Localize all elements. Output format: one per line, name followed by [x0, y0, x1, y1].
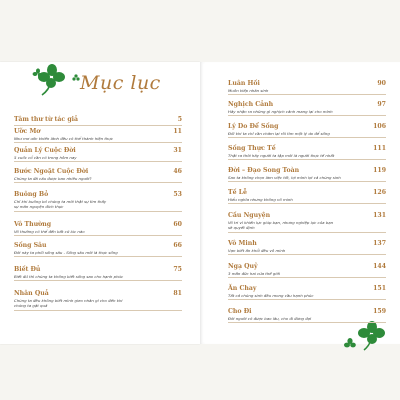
toc-entry-title: Sống Sâu [14, 242, 47, 249]
toc-divider [14, 142, 182, 143]
toc-entry-page: 90 [377, 80, 386, 87]
toc-divider [14, 256, 182, 257]
toc-entry-page: 31 [173, 147, 182, 154]
toc-entry-description: Như mơ ước khiến lãnh đều có thể thành hiện thực [14, 136, 113, 141]
toc-entry-title: Nhân Quả [14, 290, 49, 297]
toc-entry-description: Đời người có được bao lâu, cho đi đừng đợi [228, 316, 312, 321]
toc-entry-description: Chúng ta đã cảu được bao nhiêu người? [14, 176, 92, 181]
toc-entry-title: Lý Do Để Sống [228, 123, 279, 130]
toc-entry-description: Hiểu nghĩa nhưng không vô minh [228, 197, 293, 202]
toc-divider [14, 211, 182, 212]
toc-entry-title: Bước Ngoặt Cuộc Đời [14, 168, 89, 175]
toc-entry-title: Cầu Nguyện [228, 212, 271, 219]
toc-entry-description: chúng ta gặt quả [14, 303, 48, 309]
toc-entry-title: Sống Thực Tế [228, 145, 276, 152]
toc-divider [228, 137, 386, 138]
toc-entry-title: Luân Hồi [228, 80, 260, 87]
toc-entry-title: Tề Lễ [228, 189, 247, 196]
toc-entry-title: Buông Bỏ [14, 191, 49, 198]
toc-entry-description: Biết đủ thì chúng ta không biết sống sao cho hạnh phúc [14, 274, 124, 279]
toc-divider [228, 94, 386, 95]
toc-divider [228, 322, 386, 323]
toc-entry-description: Thật ra thời hãy người ta tập mới là người thực tế nhất [228, 153, 335, 158]
toc-entry-page: 5 [177, 116, 182, 123]
toc-entry-title: Biết Đủ [14, 266, 41, 273]
toc-entry-page: 119 [373, 167, 386, 174]
toc-entry-title: Cho Đi [228, 308, 252, 315]
toc-entry-page: 11 [173, 128, 182, 135]
toc-divider [14, 125, 182, 126]
toc-entry-page: 137 [373, 240, 386, 247]
toc-divider [228, 299, 386, 300]
toc-entry-page: 46 [173, 168, 182, 175]
toc-entry-title: Tâm thư từ tác giả [14, 116, 79, 123]
toc-entry-description: Đối khi ta chỉ cần chăm lại rồi tìm một lý do để sống [228, 131, 330, 136]
toc-divider [228, 203, 386, 204]
toc-entry-page: 131 [373, 212, 386, 219]
toc-entry-description: 5 cuốc cổ cần có trong hôm nay [14, 155, 77, 160]
toc-entry-page: 81 [173, 290, 182, 297]
toc-entry-description: sẽ quyết định [228, 225, 255, 231]
toc-entry-page: 75 [173, 266, 182, 273]
toc-divider [228, 254, 386, 255]
toc-entry-title: Vô Thường [14, 221, 52, 228]
toc-divider [14, 235, 182, 236]
toc-entry-page: 97 [377, 101, 386, 108]
toc-entry-description: Muôn kiếp nhân sinh [228, 88, 269, 93]
toc-divider [228, 115, 386, 116]
toc-divider [228, 232, 386, 233]
toc-entry-title: Vô Minh [228, 240, 257, 247]
toc-entry-description: Chúng ta đều không biết mình gieo nhân gì cho đến khi [14, 298, 123, 303]
toc-divider [14, 280, 182, 281]
page-title: Mục lục [80, 72, 161, 94]
toc-divider [228, 181, 386, 182]
toc-divider [228, 277, 386, 278]
toc-entry-description: Sao ta không chọn làm việc tốt, lợi mình lợi cả chúng sinh [228, 175, 341, 180]
toc-entry-description: Hãy nhận ra những gì nghịch cảnh mang lại cho mình [228, 109, 333, 114]
toc-entry-description: Tất cả chúng sinh đều mong cầu hạnh phúc [228, 293, 314, 298]
toc-entry-title: Quản Lý Cuộc Đời [14, 147, 76, 154]
toc-entry-description: Vô tri vì khiến lực giúp bạn, nhưng nghiệp lực của bạn [228, 220, 334, 225]
toc-entry-page: 60 [173, 221, 182, 228]
clover-icon [32, 60, 72, 98]
toc-entry-page: 144 [373, 263, 386, 270]
toc-entry-page: 159 [373, 308, 386, 315]
toc-entry-description: sự mãn nguyện đích thực [14, 204, 64, 210]
toc-entry-page: 66 [173, 242, 182, 249]
toc-entry-title: Ăn Chay [228, 285, 257, 292]
toc-divider [14, 310, 182, 311]
toc-entry-page: 111 [373, 145, 386, 152]
toc-entry-description: Vô thường có thể đến bất cứ lúc nào [14, 229, 85, 234]
toc-entry-title: Ngạ Quỷ [228, 263, 258, 270]
toc-entry-page: 53 [173, 191, 182, 198]
toc-entry-page: 151 [373, 285, 386, 292]
toc-divider [228, 159, 386, 160]
toc-entry-description: Vạn biết ấn khổi đều vô minh [228, 248, 286, 253]
toc-entry-title: Nghịch Cảnh [228, 101, 274, 108]
toc-entry-description: Đời này ta phối sống sâu - Sống sâu mới là thực sống [14, 250, 118, 255]
toc-divider [14, 161, 182, 162]
small-clover-icon [72, 74, 80, 82]
toc-divider [14, 182, 182, 183]
toc-entry-title: Ước Mơ [14, 128, 41, 135]
toc-entry-description: 3 mẫn đức hai của thế giới [228, 271, 280, 276]
toc-entry-description: Chỉ khi buông bỏ chúng ta mới thật sự tìm thấy [14, 199, 107, 204]
toc-entry-title: Đời – Đạo Song Toàn [228, 167, 300, 174]
toc-entry-page: 106 [373, 123, 386, 130]
toc-entry-page: 126 [373, 189, 386, 196]
